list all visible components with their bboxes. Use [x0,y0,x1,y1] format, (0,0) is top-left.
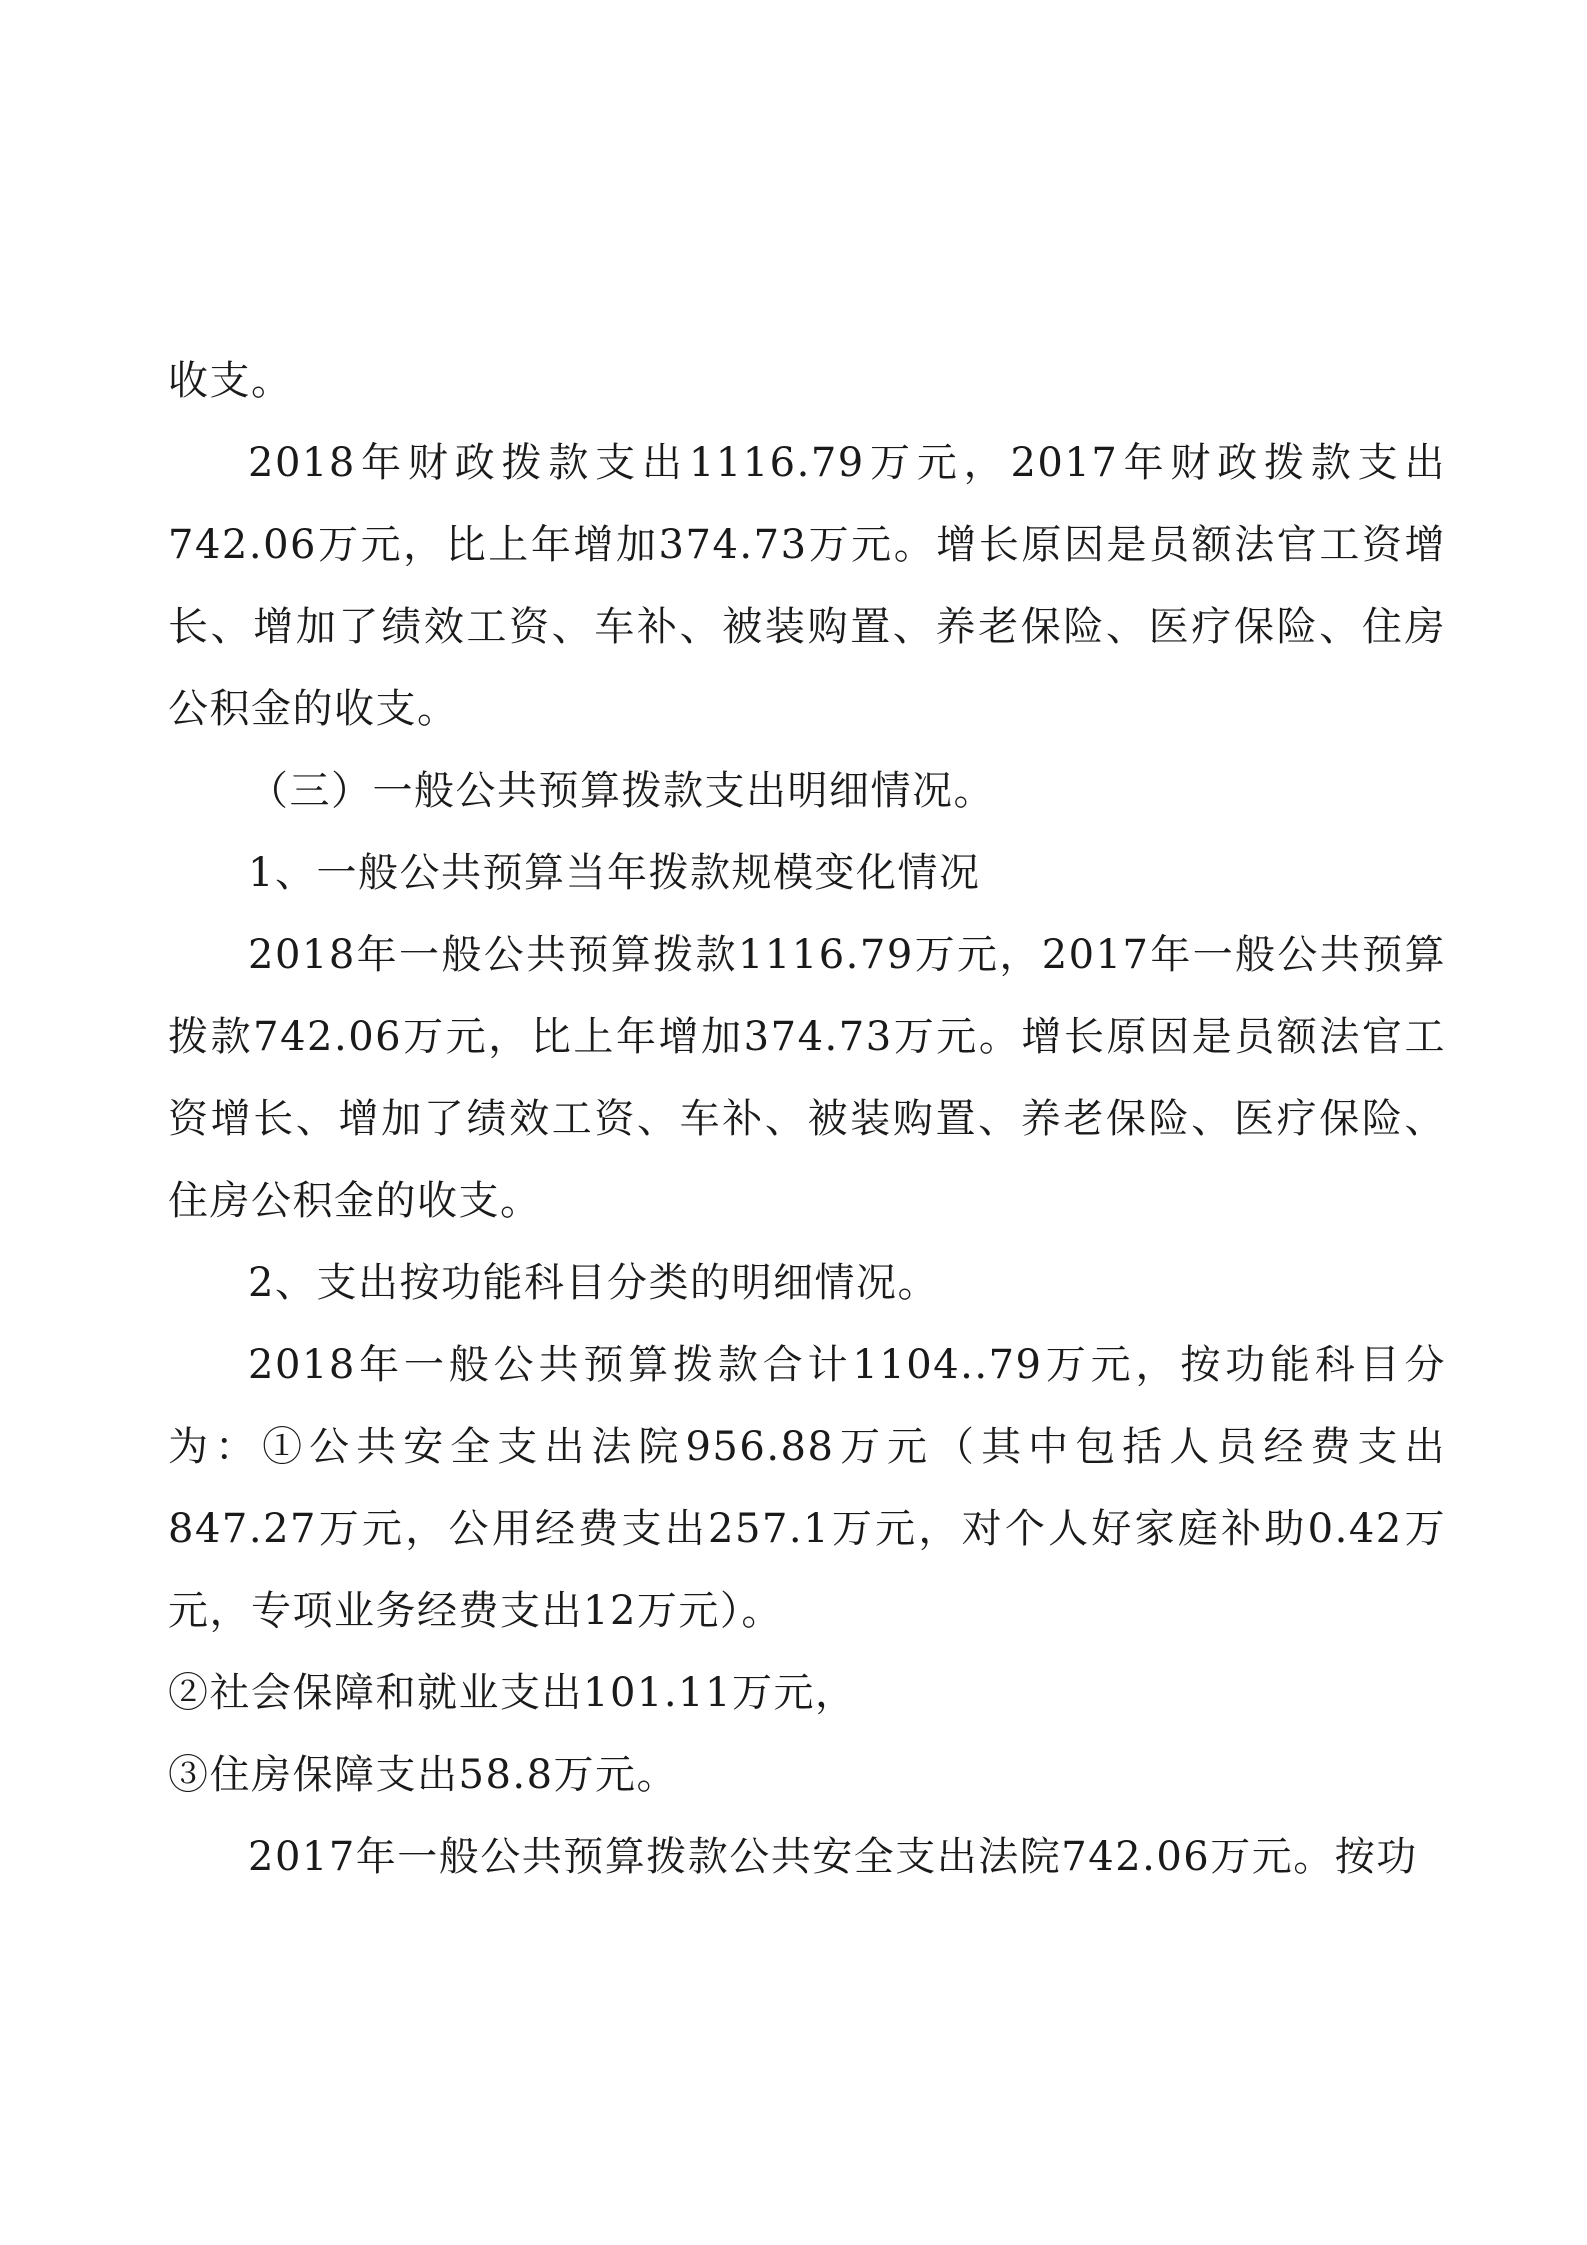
list-item-housing: ③住房保障支出58.8万元。 [168,1752,679,1798]
subheading-1: 1、一般公共预算当年拨款规模变化情况 [248,850,981,896]
paragraph-2017-summary: 2017年一般公共预算拨款公共安全支出法院742.06万元。按功 [248,1834,1418,1880]
paragraph-continuation: 收支。 [168,358,293,404]
list-item-social-security: ②社会保障和就业支出101.11万元， [168,1670,857,1716]
paragraph-appropriation-summary: 2018年财政拨款支出1116.79万元，2017年财政拨款支出742.06万元，比上年增加374.73万元。增长原因是员额法官工资增长、增加了绩效工资、车补、被装购置、养老保险、医疗保险、住房公积金的收支。 [168,440,1446,732]
subheading-2: 2、支出按功能科目分类的明细情况。 [248,1260,939,1306]
section-heading-3: （三）一般公共预算拨款支出明细情况。 [248,768,995,814]
paragraph-general-budget-scale: 2018年一般公共预算拨款1116.79万元，2017年一般公共预算拨款742.06万元，比上年增加374.73万元。增长原因是员额法官工资增长、增加了绩效工资、车补、被装购置、养老保险、医疗保险、住房公积金的收支。 [168,932,1446,1224]
paragraph-functional-breakdown: 2018年一般公共预算拨款合计1104..79万元，按功能科目分为：①公共安全支出法院956.88万元（其中包括人员经费支出847.27万元，公用经费支出257.1万元，对个人好家庭补助0.42万元，专项业务经费支出12万元）。 [168,1342,1446,1634]
document-body [168,340,1446,1898]
